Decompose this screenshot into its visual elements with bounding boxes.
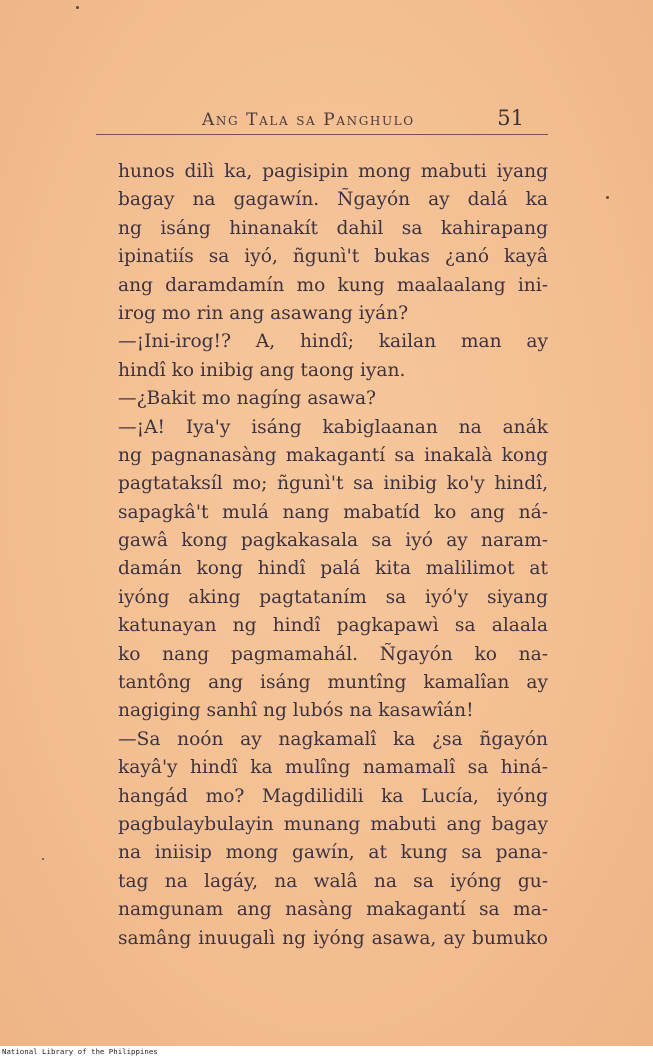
text-line: tag na lagáy, na walâ na sa iyóng gu- — [118, 870, 548, 892]
text-line: na iniisip mong gawín, at kung sa pana- — [118, 842, 548, 864]
paper-speck — [76, 6, 79, 9]
text-line: pagbulaybulayin munang mabuti ang bagay — [118, 813, 548, 835]
text-line: iyóng aking pagtataním sa iyó'y siyang — [118, 586, 548, 608]
text-line: —¿Bakit mo nagíng asawa? — [118, 388, 377, 410]
text-line: ng isáng hinanakít dahil sa kahirapang — [118, 217, 548, 239]
text-line: tantông ang isáng muntîng kamalîan ay — [118, 672, 548, 694]
text-line: gawâ kong pagkakasala sa iyó ay naram- — [118, 530, 548, 552]
text-line: ang daramdamín mo kung maalaalang ini- — [118, 274, 548, 296]
text-line: kayâ'y hindî ka mulîng namamalî sa hiná- — [118, 757, 548, 779]
text-line: bagay na gagawín. Ñgayón ay dalá ka — [118, 189, 548, 211]
text-line: hindî ko inibig ang taong iyan. — [118, 359, 406, 381]
text-line: sapagkâ't mulá nang mabatíd ko ang ná- — [118, 501, 548, 523]
text-line: katunayan ng hindî pagkapawì sa alaala — [118, 615, 548, 637]
text-line: irog mo rin ang asawang iyán? — [118, 302, 409, 324]
footer-bar — [0, 1046, 653, 1058]
text-line: hangád mo? Magdilidili ka Lucía, iyóng — [118, 785, 548, 807]
running-header — [96, 104, 548, 138]
text-line: ko nang pagmamahál. Ñgayón ko na- — [118, 643, 548, 665]
text-line: ng pagnanasàng makagantí sa inakalà kong — [118, 444, 548, 466]
paper-speck — [606, 196, 609, 199]
text-line: namgunam ang nasàng makagantí sa ma- — [118, 899, 548, 921]
header-title: Ang Tala sa Panghulo — [202, 110, 415, 130]
text-line: nagiging sanhî ng lubós na kasawîán! — [118, 700, 474, 722]
body-text — [118, 158, 548, 953]
library-credit: National Library of the Philippines — [2, 1047, 158, 1056]
text-line: pagtataksíl mo; ñgunì't sa inibig ko'y hindî, — [118, 473, 548, 495]
page-number: 51 — [497, 106, 524, 130]
text-line: ipinatiís sa iyó, ñgunì't bukas ¿anó kayâ — [118, 246, 548, 268]
text-line: hunos dilì ka, pagisipin mong mabuti iyang — [118, 161, 548, 182]
text-line: samâng inuugalì ng iyóng asawa, ay bumuko — [118, 927, 548, 949]
text-line: damán kong hindî palá kita malilimot at — [118, 558, 548, 580]
header-rule — [96, 134, 548, 135]
text-line: —¡Ini-irog!? A, hindî; kailan man ay — [118, 331, 548, 353]
text-line: —Sa noón ay nagkamalî ka ¿sa ñgayón — [118, 728, 548, 750]
paper-speck — [42, 858, 44, 860]
text-line: —¡A! Iya'y isáng kabiglaanan na anák — [118, 416, 548, 438]
